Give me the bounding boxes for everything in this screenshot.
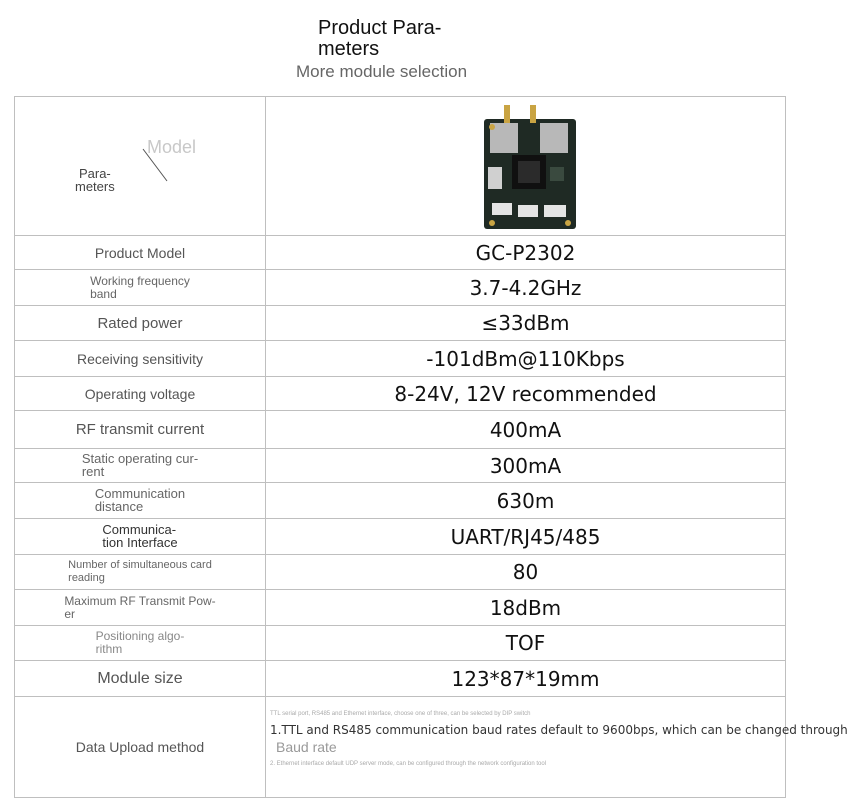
value-product-model: GC-P2302 [266,236,786,270]
table-row [15,341,786,377]
label-data-upload: Data Upload method [15,697,266,798]
page-title: Product Para- meters [318,17,442,60]
table-header-row [15,97,786,236]
table-row [15,519,786,555]
label-operating-voltage: Operating voltage [15,377,266,411]
table-row [15,626,786,661]
value-frequency-band: 3.7-4.2GHz [266,270,786,306]
product-image-cell [266,97,786,236]
value-max-rf-power: 18dBm [266,590,786,626]
label-static-current: Static operating cur- rent [15,449,266,483]
label-product-model: Product Model [15,236,266,270]
label-rated-power: Rated power [15,306,266,341]
table-row [15,483,786,519]
label-positioning-algorithm: Positioning algo- rithm [15,626,266,661]
label-rf-transmit-current: RF transmit current [15,411,266,449]
parameters-table [14,96,848,798]
header [0,0,800,96]
value-rf-transmit-current: 400mA [266,411,786,449]
value-operating-voltage: 8-24V, 12V recommended [266,377,786,411]
table-row [15,236,786,270]
value-positioning-algorithm: TOF [266,626,786,661]
diagonal-header-cell [15,97,266,236]
table-row [15,555,786,590]
table-row [15,449,786,483]
circuit-board-image [484,105,576,229]
label-max-rf-power: Maximum RF Transmit Pow- er [15,590,266,626]
label-module-size: Module size [15,661,266,697]
table-row-upload [15,697,786,798]
table-row [15,661,786,697]
upload-note-small: TTL serial port, RS485 and Ethernet interface, choose one of three, can be selected by DIP switch [270,711,531,717]
label-receiving-sensitivity: Receiving sensitivity [15,341,266,377]
value-communication-distance: 630m [266,483,786,519]
upload-note-ethernet: 2. Ethernet interface default UDP server mode, can be configured through the network configuration tool [270,761,547,767]
value-module-size: 123*87*19mm [266,661,786,697]
label-communication-distance: Communication distance [15,483,266,519]
diagonal-divider [15,97,265,235]
label-frequency-band: Working frequency band [15,270,266,306]
value-static-current: 300mA [266,449,786,483]
value-communication-interface: UART/RJ45/485 [266,519,786,555]
upload-note-baud: 1.TTL and RS485 communication baud rates default to 9600bps, which can be changed through [270,723,848,737]
table-row [15,590,786,626]
table-row [15,270,786,306]
label-simultaneous-reading: Number of simultaneous card reading [15,555,266,590]
table-row [15,411,786,449]
table-row [15,377,786,411]
model-header-label: Model [147,137,197,157]
value-rated-power: ≤33dBm [266,306,786,341]
label-communication-interface: Communica- tion Interface [15,519,266,555]
upload-note-baud-rate: Baud rate [276,739,337,755]
parameters-header-label: Para- meters [75,166,115,194]
value-receiving-sensitivity: -101dBm@110Kbps [266,341,786,377]
page-subtitle: More module selection [296,62,468,81]
value-data-upload [266,697,848,798]
value-simultaneous-reading: 80 [266,555,786,590]
table-row [15,306,786,341]
